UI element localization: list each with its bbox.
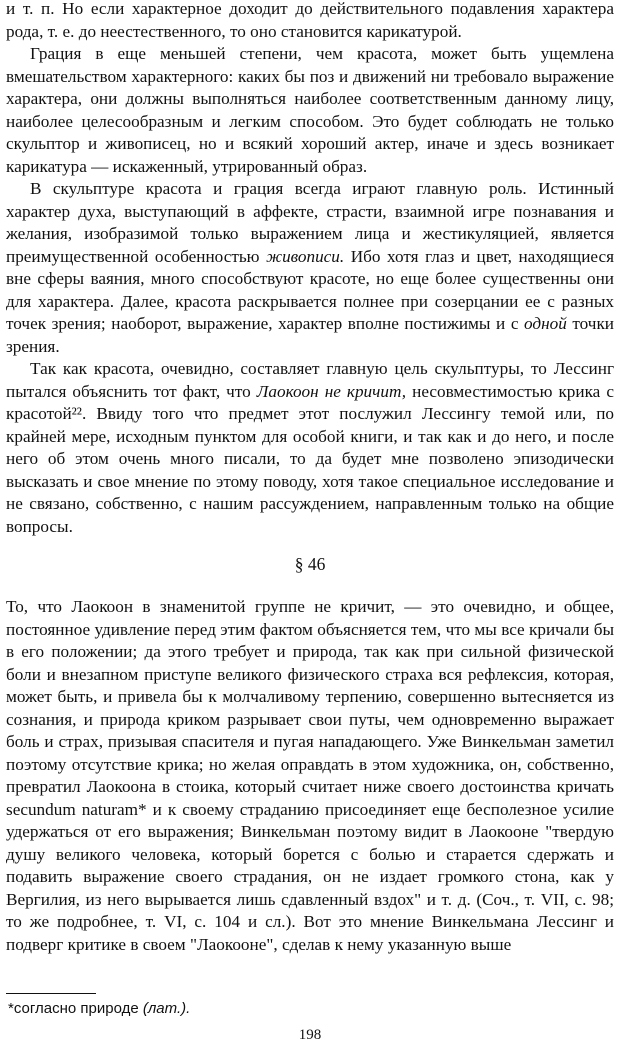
paragraph-2: Грация в еще меньшей степени, чем красота, может быть ущемлена вмешательством характерного: каких бы поз и движений ни требовало выражение характера, они должны выполняться наиболее соответственным данному лицу, наиболее целесообразным и легким способом. Это будет соблюдать не только скульптор и живописец, но и всякий хороший актер, иначе и здесь возникает карикатура — искаженный, утрированный образ. [6,44,614,176]
footnote-emphasis: (лат.). [142,1000,191,1017]
paragraph-3-text-c: точки зрения. [6,314,614,356]
paragraph-4-text-b: несовместимостью крика с красотой²². Ввиду того что предмет этот послужил Лессингу темой или, по крайней мере, исходным пунктом для особой книги, и так как и до него, и после него об этом очень много писали, то да будет мне позволено эпизодически высказать и свое мнение по этому поводу, хотя такое специальное исследование и не связано, собственно, с нашим рассуждением, направленным только на общие вопросы. [6,381,614,536]
page-number: 198 [298,1027,322,1043]
paragraph-3-emphasis-b: одной [524,314,567,333]
paragraph-4-text-a: Так как красота, очевидно, составляет главную цель скульптуры, то Лессинг пытался объяснить тот факт, что [6,359,614,401]
paragraph-3-emphasis-a: живописи. [266,246,345,266]
paragraph-3-text-b: Ибо хотя глаз и цвет, находящиеся вне сферы ваяния, много способствуют красоте, но еще более существенны они для характера. Далее, красота раскрывается полнее при созерцании ее с разных точек зрения; наоборот, выражение, характер вполне постижимы и с [6,246,614,333]
paragraph-3 [6,178,614,358]
text-block-bottom [6,596,614,956]
paragraph-5: То, что Лаокоон в знаменитой группе не кричит, — это очевидно, и общее, постоянное удивление перед этим фактом объясняется тем, что мы все кричали бы в его положении; да этого требует и природа, так как при сильной физической боли и внезапном приступе великого физического страха вся рефлексия, которая, может быть, и привела бы к молчаливому терпению, совершенно вытесняется из сознания, и природа криком разрывает свои путы, чем одновременно выражает боль и страх, призывая спасителя и пугая нападающего. Уже Винкельман заметил поэтому отсутствие крика; но желая оправдать в этом художника, он, собственно, превратил Лаокоона в стоика, который считает ниже своего достоинства кричать secundum naturam* и к своему страданию присоединяет еще бесполезное усилие удержаться от его выражения; Винкельман поэтому видит в Лаокооне "твердую душу великого человека, который борется с болью и старается сдержать и подавить выражение своего страдания, он не издает громкого стона, как у Вергилия, из него вырывается лишь сдавленный вздох" и т. д. (Соч., т. VII, с. 98; то же подробнее, т. VI, с. 104 и сл.). Вот это мнение Винкельмана Лессинг и подверг критике в своем "Лаокооне", сделав к нему указанную выше [6,597,614,954]
paragraph-3-text-a: В скульптуре красота и грация всегда играют главную роль. Истинный характер духа, выступающий в аффекте, страсти, взаимной игре познавания и желания, изобразимой только выражением лица и жестикуляцией, является преимущественной особенностью [6,179,614,266]
text-block-top [6,0,614,538]
footnote-divider [6,993,96,994]
section-heading: § 46 [294,554,326,574]
footnote [8,1000,190,1018]
paragraph-4 [6,358,614,538]
paragraph-4-emphasis: Лаокоон не кричит, [256,381,407,401]
footnote-text: *согласно природе [8,1000,143,1017]
paragraph-1: и т. п. Но если характерное доходит до действительного подавления характера рода, т. е. до неестественного, то оно становится карикатурой. [6,0,614,41]
